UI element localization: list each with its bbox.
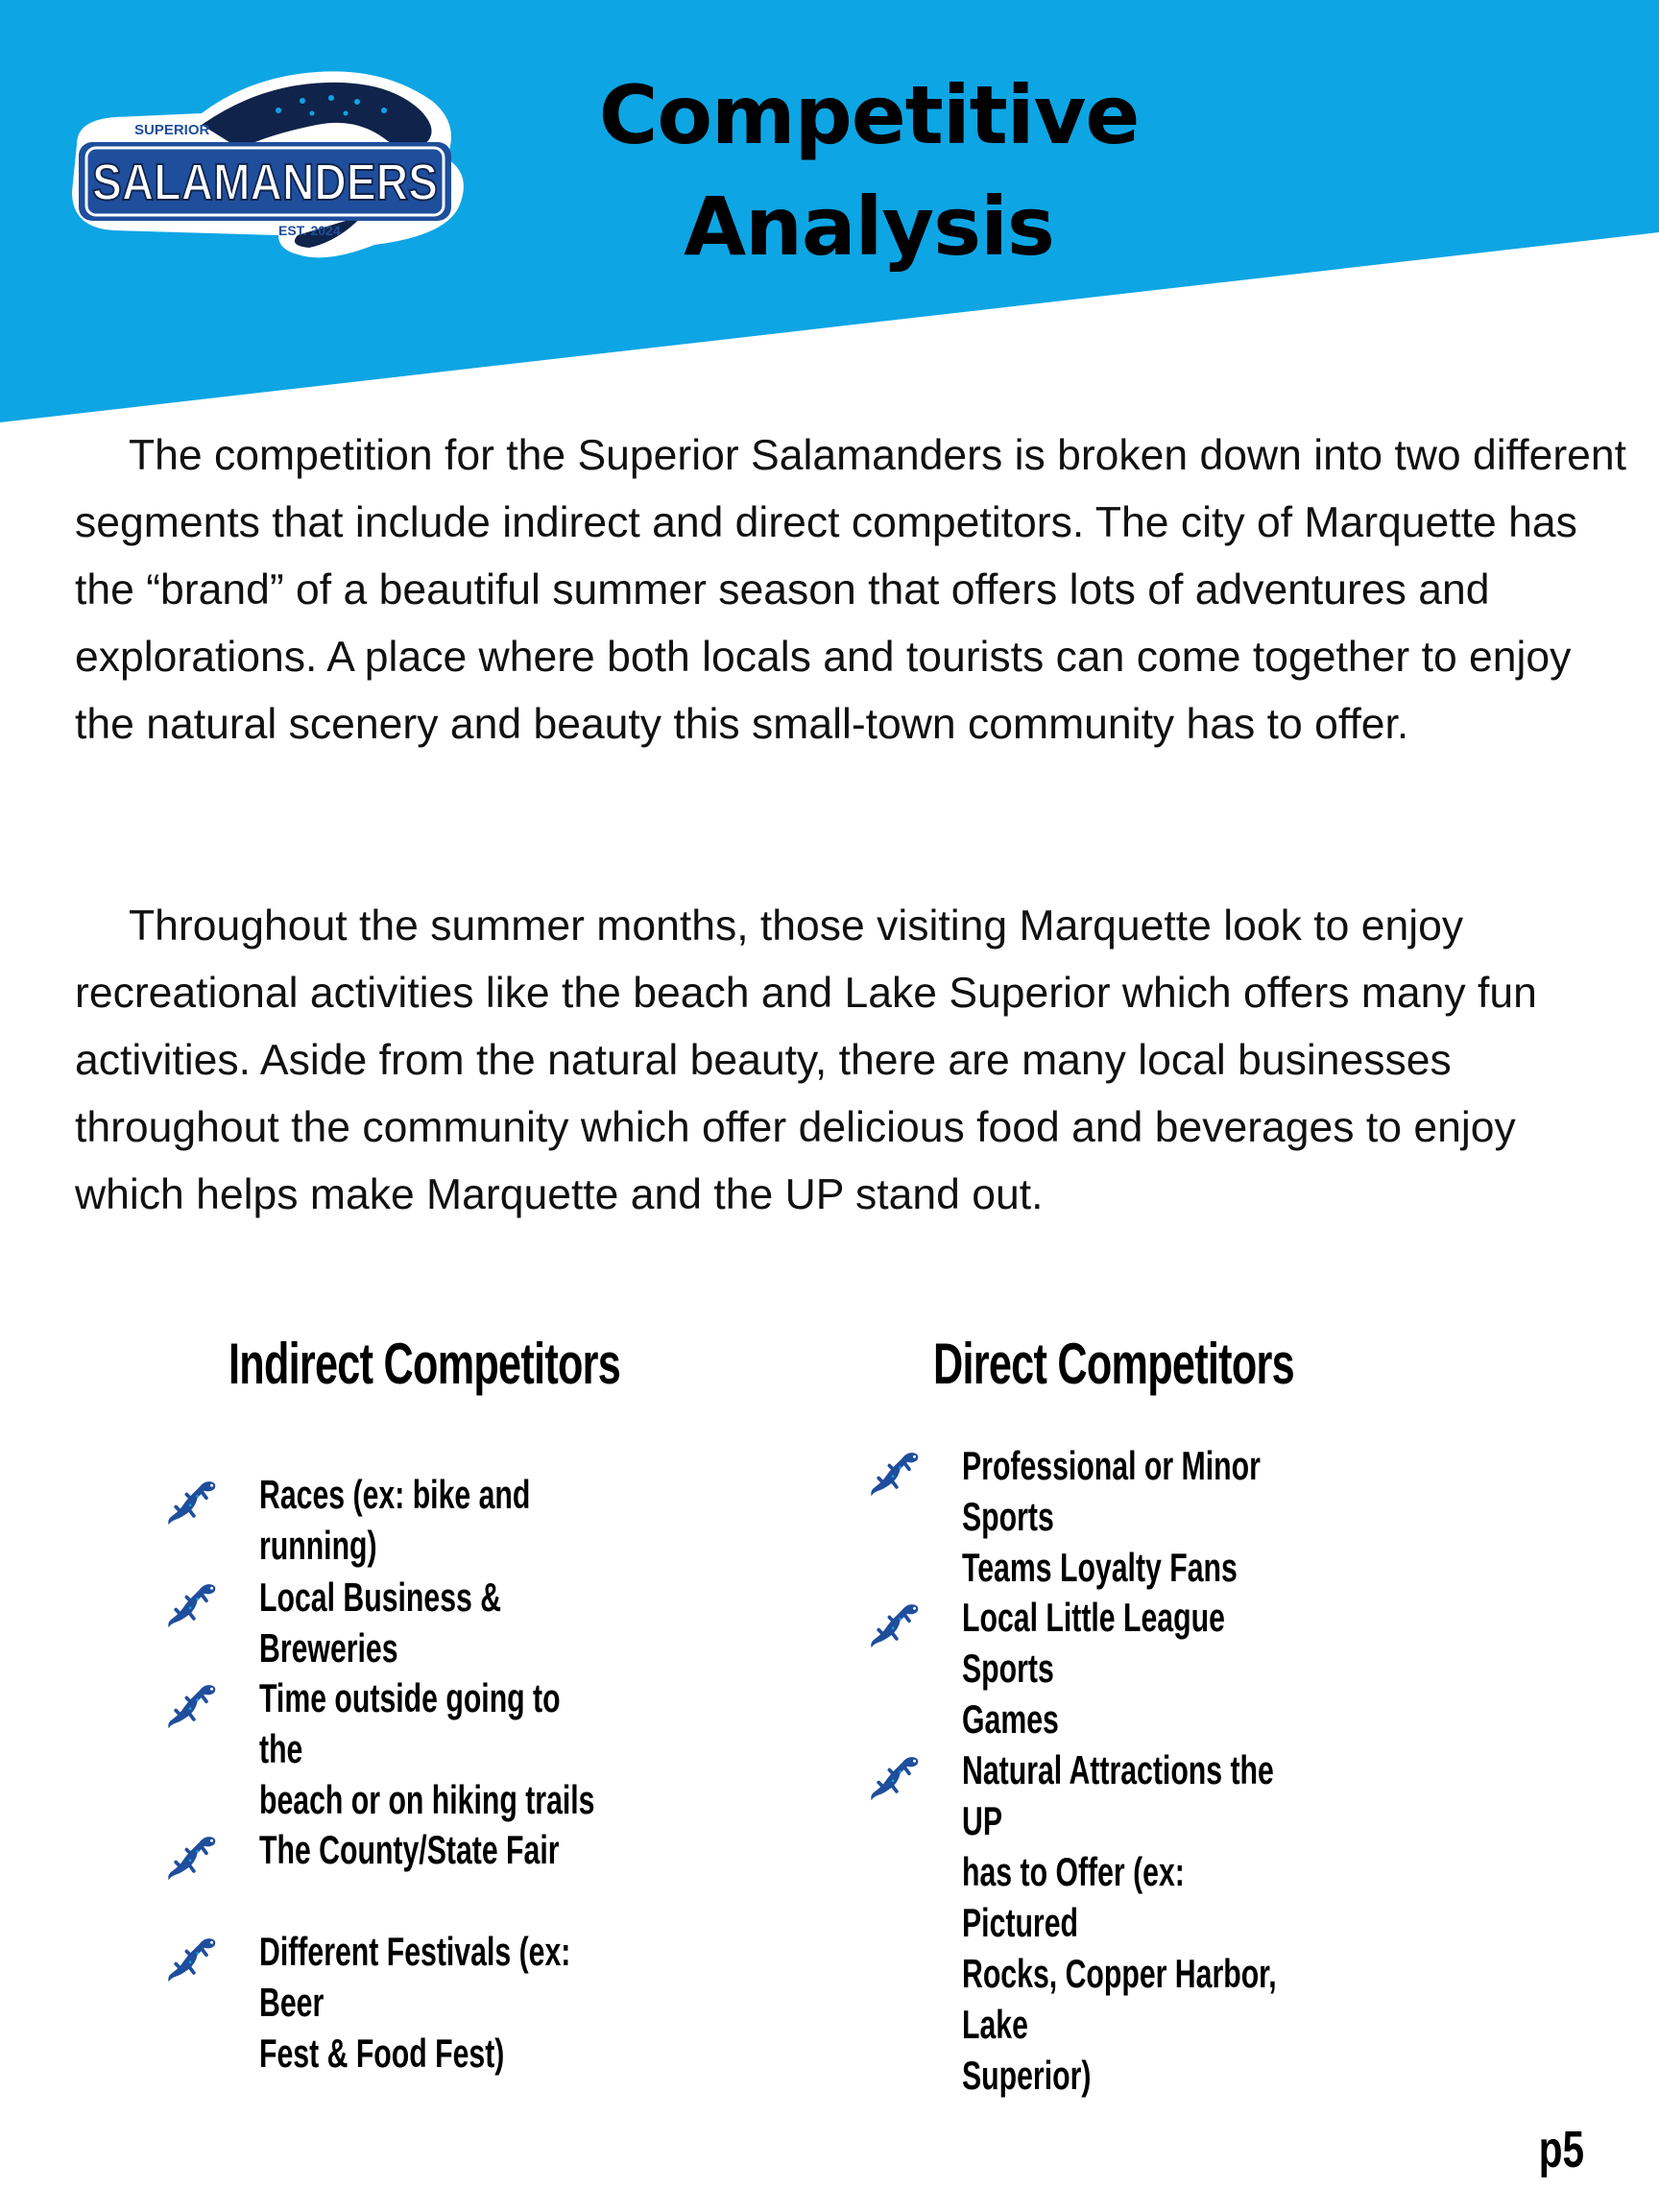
indirect-item-label: Races (ex: bike and running) xyxy=(259,1472,531,1568)
superior-salamanders-logo xyxy=(58,58,480,269)
direct-item-label: Local Little League Sports Games xyxy=(962,1595,1225,1742)
logo-est-text: EST. 2024 xyxy=(278,223,341,238)
indirect-item-label: Local Business & Breweries xyxy=(259,1575,502,1671)
summer-paragraph: Throughout the summer months, those visiting Marquette look to enjoy recreational activities like the beach and Lake Superior which offers many fun activities. Aside from the natural beauty, there are many local businesses throughout the community which offer delicious food and beverages to enjoy which helps make Marquette and the UP stand out. xyxy=(75,902,1537,1218)
indirect-item-label: The County/State Fair xyxy=(259,1827,560,1872)
salamander-icon xyxy=(165,1678,219,1732)
page-number: p5 xyxy=(1538,2121,1584,2178)
indirect-item-label: Different Festivals (ex: Beer Fest & Food Fest) xyxy=(259,1929,571,2076)
intro-paragraph: The competition for the Superior Salamanders is broken down into two different segments that include indirect and direct competitors. The city of Marquette has the “brand” of a beautiful summer season that offers lots of adventures and explorations. A place where both locals and tourists can come together to enjoy the natural scenery and beauty this small-town community has to offer. xyxy=(75,432,1626,748)
salamander-icon xyxy=(868,1446,922,1500)
direct-item-label: Professional or Minor Sports Teams Loyalty Fans xyxy=(962,1443,1261,1590)
direct-competitors-heading: Direct Competitors xyxy=(933,1332,1294,1396)
salamander-icon xyxy=(868,1598,922,1651)
logo-top-text: SUPERIOR xyxy=(134,122,210,138)
indirect-competitors-heading: Indirect Competitors xyxy=(228,1332,621,1396)
indirect-item-label: Time outside going to the beach or on hiking trails xyxy=(259,1675,595,1822)
salamander-icon xyxy=(165,1475,219,1528)
page-title-line2: Analysis xyxy=(684,180,1054,274)
page-title xyxy=(538,60,1200,282)
page-title-line1: Competitive xyxy=(598,68,1140,162)
salamander-icon xyxy=(868,1750,922,1804)
direct-item-label: Natural Attractions the UP has to Offer (ex: Pictured Rocks, Copper Harbor, Lake Superior) xyxy=(962,1747,1277,2098)
salamander-icon xyxy=(165,1932,219,1985)
salamander-icon xyxy=(165,1577,219,1631)
salamander-icon xyxy=(165,1830,219,1884)
logo-main-text: SALAMANDERS xyxy=(92,154,438,211)
